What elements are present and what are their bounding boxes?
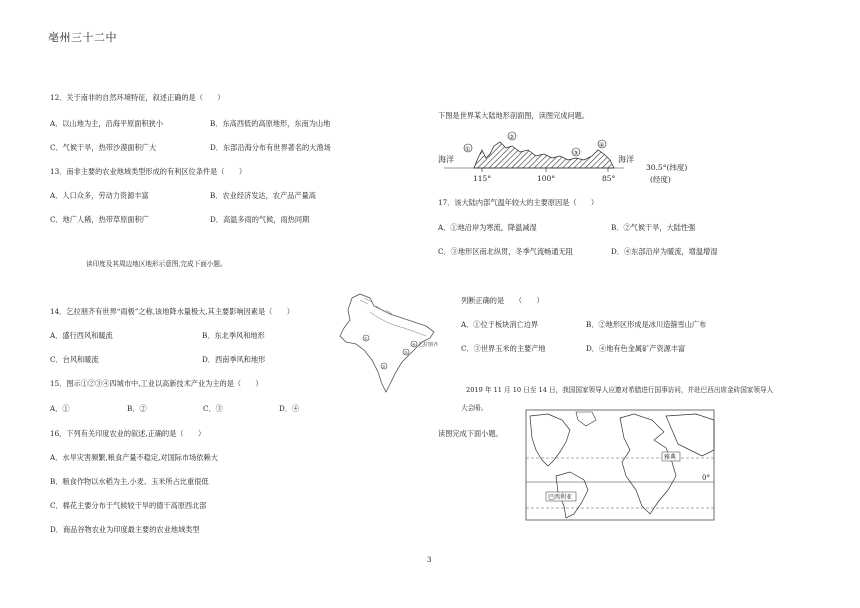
profile-shape [474,142,614,168]
sea-left-label: 海洋 [438,155,454,164]
q15-option-c: C．③ [203,404,223,413]
q17-option-d: D．④东部沿岸为暖流，增温增湿 [611,247,718,256]
map-circle-label-4: ④ [412,342,416,347]
page-number: 3 [427,556,432,564]
india-map-figure [330,292,460,396]
q14-option-b: B．东北季风和地形 [202,331,265,340]
q18-option-a: A．①位于板块消亡边界 [461,320,539,329]
brasilia-label: 巴西利亚 [548,494,573,501]
q15-stem: 15．图示①②③④四城市中,工业以高新技术产业为主的是（ ） [50,379,263,388]
q17-option-b: B．②气候干旱，大陆性强 [611,223,696,232]
school-header: 亳州三十二中 [48,31,117,44]
q17-option-a: A．①地沿岸为寒流，降温减湿 [438,223,537,232]
tick-label-100: 100° [537,174,556,183]
q13-option-b: B．农业经济发达，农产品产量高 [210,191,316,200]
longitude-label: (经度) [650,175,671,184]
q16-option-d: D．商品谷物农业为印度最主要的农业地域类型 [50,525,200,534]
q18-option-c: C．③世界玉米的主要产地 [461,344,546,353]
q18-option-d: D．④地有色金属矿产资源丰富 [586,344,686,353]
map-circle-label-1: ① [364,336,368,341]
profile-mark-1: ① [465,146,471,153]
q12-stem: 12．关于南非的自然环境特征，叙述正确的是（ ） [50,93,225,102]
q14-option-d: D．西南季风和地形 [202,355,266,364]
q12-option-a: A．以山地为主，沿海平原面积狭小 [50,119,164,128]
profile-mark-4: ④ [599,142,605,149]
q13-option-c: C．地广人稀，热带草原面积广 [50,215,149,224]
mountain-hatch [360,298,392,314]
q12-option-c: C．气候干旱，热带沙漠面积广大 [50,143,157,152]
brics-intro-line3: 读图完成下面小题。 [438,429,503,438]
q16-option-a: A．水旱灾害频繁,粮食产量不稳定,对国际市场依赖大 [50,453,218,462]
river-line [370,312,426,336]
q15-option-b: B．② [127,404,147,413]
q18-stem: 列断正确的是 （ ） [461,296,544,305]
terrain-profile-figure [438,128,698,188]
q14-option-c: C．台风和暖流 [50,355,99,364]
profile-mark-3: ③ [573,150,579,157]
q13-option-d: D．高温多雨的气候，雨热同期 [210,215,310,224]
q18-option-b: B．②地形区形成是冰川造箍雪山广布 [586,320,707,329]
brics-intro-line2: 大会晤。 [461,404,488,412]
tick-label-85: 85° [602,174,616,183]
q13-option-a: A．人口众多，劳动力资源丰富 [50,191,149,200]
q16-stem: 16．下列有关印度农业的叙述,正确的是（ ） [50,429,206,438]
profile-mark-2: ② [509,134,515,141]
q14-stem: 14．乞拉朋齐有世界“雨极”之称,该地降水量极大,其主要影响因素是（ ） [50,307,294,316]
q15-option-a: A．① [50,404,70,413]
q17-option-c: C．③地形区南北纵贯，冬季气流畅通无阻 [438,247,573,256]
q15-option-d: D．④ [279,404,300,413]
sea-right-label: 海洋 [618,155,634,164]
q17-stem: 17．该大陆内部气温年较大的主要原因是（ ） [438,198,599,207]
tick-label-115: 115° [473,174,492,183]
india-map-intro: 读印度及其周边地区地形示意图,完成下面小题。 [86,260,227,268]
latitude-label: 30.5°(纬度) [646,163,688,172]
equator-label: 0° [702,474,710,482]
brics-intro-line1: 2019 年 11 月 10 日至 14 日，我国国家领导人应邀对希腊进行国事访问，并赴巴西出席金砖国家领导人 [466,386,774,394]
profile-intro: 下图是世界某大陆地形剖面图，读图完成问题。 [438,111,589,120]
q14-option-a: A．盛行西风和暖流 [50,331,113,340]
q16-option-b: B．粮食作物以水稻为主,小麦、玉米所占比重很低 [50,477,209,486]
q13-stem: 13．南非主要的农业地域类型形成的有利区位条件是（ ） [50,167,247,176]
q12-option-b: B．东高西低的高原地形，东南为山地 [210,119,331,128]
world-map-figure [526,410,716,522]
map-circle-label-3: ③ [404,350,408,355]
q12-option-d: D．东部沿海分布有世界著名的大渔场 [210,143,331,152]
athens-label: 雅典 [664,454,677,461]
q16-option-c: C．棉花主要分布于气候较干旱的德干高原西北部 [50,501,207,510]
map-circle-label-2: ② [382,364,386,369]
map-frame [526,410,714,520]
cherrapunji-label: 乞拉朋齐 [418,342,439,348]
